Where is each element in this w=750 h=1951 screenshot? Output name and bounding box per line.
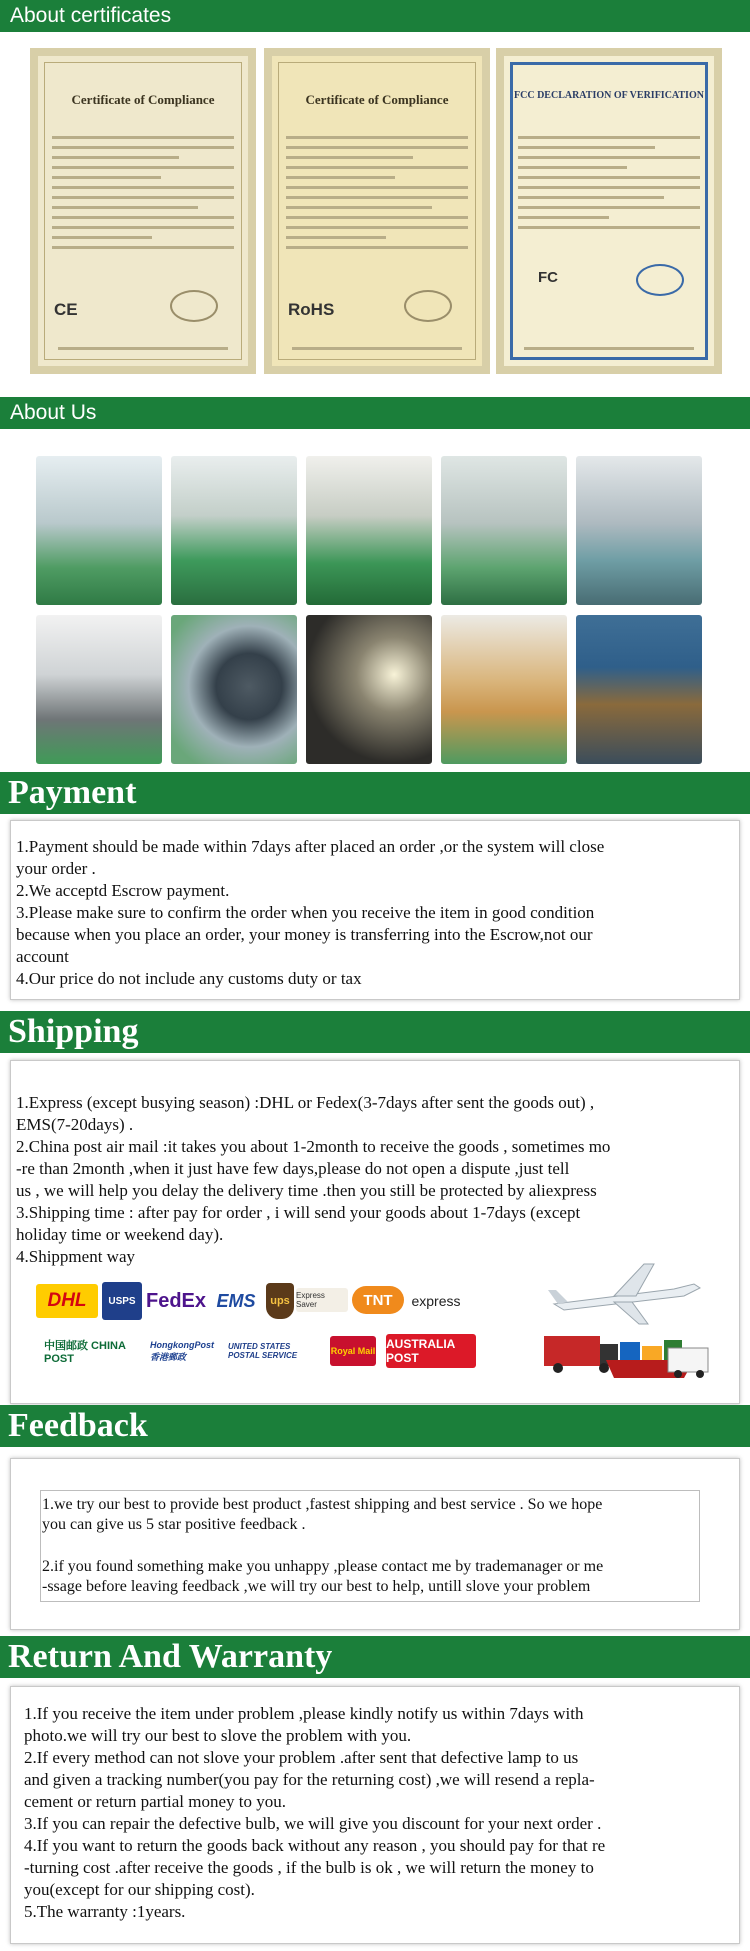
photo-factory-workshop-1 (36, 456, 162, 605)
warranty-line: 2.If every method can not slove your problem .after sent that defective lamp to us (24, 1748, 579, 1767)
airplane-icon (548, 1264, 700, 1324)
transport-illustration (544, 1244, 712, 1384)
feedback-line: you can give us 5 star positive feedback . (42, 1516, 306, 1533)
section-title-warranty: Return And Warranty (0, 1636, 750, 1678)
photo-factory-workshop-2 (171, 456, 297, 605)
section-title-about: About Us (0, 397, 750, 429)
warranty-line: 5.The warranty :1years. (24, 1902, 186, 1921)
ems-logo: EMS (210, 1284, 262, 1318)
seal-icon (404, 290, 452, 322)
feedback-line: 1.we try our best to provide best product ,fastest shipping and best service . So we hope (42, 1496, 603, 1513)
section-title-payment: Payment (0, 772, 750, 814)
warranty-line: 1.If you receive the item under problem ,please kindly notify us within 7days with (24, 1704, 584, 1723)
express-logo: express (408, 1284, 464, 1318)
photo-warehouse-shelves (576, 615, 702, 764)
hongkong-post-logo: HongkongPost 香港郵政 (150, 1334, 222, 1368)
shipping-line: EMS(7-20days) . (16, 1115, 134, 1134)
certificate-rohs (264, 48, 490, 374)
photo-factory-workshop-4 (441, 456, 567, 605)
shipping-line: 3.Shipping time : after pay for order , i will send your goods about 1-7days (except (16, 1203, 581, 1222)
shipping-line: 1.Express (except busying season) :DHL or Fedex(3-7days after sent the goods out) , (16, 1093, 595, 1112)
china-post-logo: 中国邮政 CHINA POST (44, 1334, 144, 1368)
dhl-logo: DHL (36, 1284, 98, 1318)
certificate-title: FCC DECLARATION OF VERIFICATION (514, 90, 704, 101)
payment-line: 4.Our price do not include any customs duty or tax (16, 969, 362, 988)
certificate-ce (30, 48, 256, 374)
rohs-mark: RoHS (288, 300, 335, 319)
seal-icon (170, 290, 218, 322)
certificate-fcc (496, 48, 722, 374)
ce-mark: CE (54, 300, 78, 319)
section-title-shipping: Shipping (0, 1011, 750, 1053)
photo-packing-boxes (441, 615, 567, 764)
photo-factory-workshop-5 (576, 456, 702, 605)
usps-wordmark-logo: UNITED STATES POSTAL SERVICE (228, 1334, 322, 1368)
shipping-line: us , we will help you delay the delivery time .then you still be protected by aliexpress (16, 1181, 597, 1200)
photo-bulb-testing (306, 615, 432, 764)
shipping-line: 4.Shippment way (16, 1247, 135, 1266)
photo-integrating-sphere (171, 615, 297, 764)
certificate-title: Certificate of Compliance (71, 92, 215, 107)
express-saver-logo: Express Saver (296, 1288, 348, 1312)
usps-logo: USPS (102, 1282, 142, 1320)
payment-line: because when you place an order, your money is transferring into the Escrow,not our (16, 925, 593, 944)
photo-factory-workshop-3 (306, 456, 432, 605)
warranty-line: -turning cost .after receive the goods , if the bulb is ok , we will return the money to (24, 1858, 594, 1877)
seal-icon (636, 264, 684, 296)
warranty-line: and given a tracking number(you pay for the returning cost) ,we will resend a repla- (24, 1770, 595, 1789)
warranty-line: photo.we will try our best to slove the problem with you. (24, 1726, 412, 1745)
warranty-line: you(except for our shipping cost). (24, 1880, 255, 1899)
feedback-line: -ssage before leaving feedback ,we will try our best to help, untill slove your problem (42, 1578, 591, 1595)
shipping-line: holiday time or weekend day). (16, 1225, 224, 1244)
royal-mail-logo: Royal Mail (330, 1336, 376, 1366)
ups-logo: ups (266, 1283, 294, 1319)
payment-line: 1.Payment should be made within 7days after placed an order ,or the system will close (16, 837, 605, 856)
warranty-line: 3.If you can repair the defective bulb, we will give you discount for your next order . (24, 1814, 602, 1833)
payment-line: account (16, 947, 69, 966)
shipping-line: -re than 2month ,when it just have few days,please do not open a dispute ,just tell (16, 1159, 570, 1178)
section-title-certificates: About certificates (0, 0, 750, 32)
payment-line: 2.We acceptd Escrow payment. (16, 881, 230, 900)
warranty-line: 4.If you want to return the goods back without any reason , you should pay for that re (24, 1836, 606, 1855)
payment-line: your order . (16, 859, 96, 878)
photo-reflow-machine (36, 615, 162, 764)
feedback-line: 2.if you found something make you unhappy ,please contact me by trademanager or me (42, 1558, 604, 1575)
section-title-feedback: Feedback (0, 1405, 750, 1447)
tnt-logo: TNT (352, 1286, 404, 1314)
truck-icon (544, 1336, 618, 1373)
certificate-title: Certificate of Compliance (305, 92, 449, 107)
fcc-mark: FC (538, 269, 558, 286)
payment-line: 3.Please make sure to confirm the order when you receive the item in good condition (16, 903, 595, 922)
australia-post-logo: AUSTRALIA POST (386, 1334, 476, 1368)
fedex-logo: FedEx (146, 1284, 206, 1318)
shipping-line: 2.China post air mail :it takes you about 1-2month to receive the goods , sometimes mo (16, 1137, 611, 1156)
warranty-line: cement or return partial money to you. (24, 1792, 286, 1811)
